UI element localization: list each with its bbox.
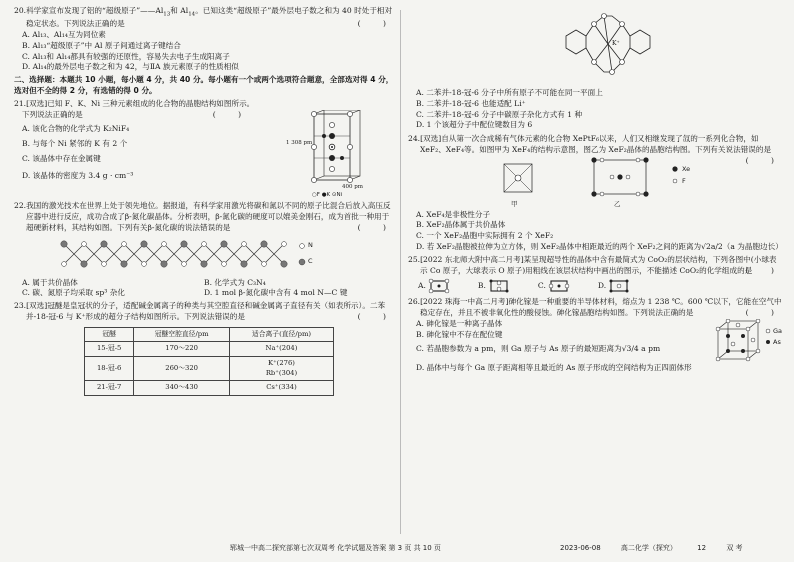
q21-option-a: A. 该化合物的化学式为 K₂NiF₄ xyxy=(22,124,130,134)
q22-legend-n: N xyxy=(308,240,313,249)
footer-subject: 高二化学（探究） xyxy=(620,544,677,552)
q22-structure-figure xyxy=(54,234,396,278)
q22-option-d: D. 1 mol β-氮化碳中含有 4 mol N—C 键 xyxy=(204,288,348,298)
q22-option-c: C. 碳、氮原子均采取 sp³ 杂化 xyxy=(22,288,125,298)
q26-answer-bracket: ( ) xyxy=(745,308,784,318)
question-22 xyxy=(14,201,396,299)
q25-option-b: B. xyxy=(478,278,510,294)
knif-unit-cell-diagram xyxy=(286,110,382,192)
q21-option-b: B. 与每个 Ni 紧邻的 K 有 2 个 xyxy=(22,139,128,149)
beta-carbon-nitride-diagram xyxy=(54,234,314,278)
q24-option-d: D. 若 XeF₂晶胞被拉伸为立方体，则 XeF₂晶体中相距最近的两个 XeF₂之间的距离为√2a/2（a 为晶胞边长） xyxy=(416,242,783,252)
table-cell: Cs⁺(334) xyxy=(229,381,333,396)
gaas-legend-markers xyxy=(764,327,772,349)
gaas-unit-cell-diagram xyxy=(714,319,762,363)
table-header-cell: 冠醚 xyxy=(85,327,134,342)
q23-supramolecule-figure xyxy=(408,6,784,88)
figure-yi-label: 乙 xyxy=(614,199,621,208)
table-header-cell: 冠醚空腔直径/pm xyxy=(134,327,230,342)
q26-option-a: A. 砷化镓是一种离子晶体 xyxy=(416,318,503,328)
table-header-cell: 适合离子(直径/pm) xyxy=(229,327,333,342)
q22-option-a: A. 属于共价晶体 xyxy=(22,277,78,287)
page-footer xyxy=(0,542,794,558)
table-row xyxy=(85,342,334,357)
table-cell: 170～220 xyxy=(134,342,230,357)
question-23 xyxy=(14,301,396,396)
q21-stem: 21.[双选]已知 F、K、Ni 三种元素组成的化合物的晶胞结构如图所示。 xyxy=(14,98,255,108)
footer-side: 双 考 xyxy=(726,544,743,552)
q20-option-a: A. Al₁₃、Al₁₄互为同位素 xyxy=(22,30,106,40)
coo2-layer-d-diagram xyxy=(608,278,630,294)
right-column xyxy=(408,6,784,536)
q20-option-b: B. Al₁₃“超级原子”中 Al 原子间通过离子键结合 xyxy=(22,40,181,50)
xef2-unit-cell-diagram xyxy=(588,156,658,200)
q21-legend: ○F ●K ⊙Ni xyxy=(312,191,343,198)
xef4-structure-diagram xyxy=(498,158,538,198)
q22-option-b: B. 化学式为 C₃N₄ xyxy=(204,277,266,287)
figure-jia-label: 甲 xyxy=(511,199,518,208)
q20-stem: 20.科学家宣布发现了铝的“超级原子$”——Al_{13}$和 $Al_{14}$。已知这类“超级原子”最外层电子数之和为 40 时处于相对稳定状态。下列说法正确的是 ( ) xyxy=(14,6,396,29)
q21-crystal-figure xyxy=(286,110,396,196)
q26-option-d: D. 晶体中与每个 Ga 原子距离相等且最近的 As 原子形成的空间结构为正四面体形 xyxy=(416,362,692,372)
crown-ether-table xyxy=(84,327,334,396)
q21-side-label: 400 pm xyxy=(342,183,363,190)
question-26 xyxy=(408,297,784,373)
question-20 xyxy=(14,6,396,73)
q24-option-c: C. 一个 XeF₂晶胞中实际拥有 2 个 XeF₂ xyxy=(416,231,554,241)
q26-stem: 26.[2022 珠海一中高二月考]砷化镓是一种重要的半导体材料，熔点为 1 238 ℃。600 ℃以下，它能在空气中稳定存在，并且不被非氧化性的酸侵蚀。砷化镓晶胞结构如图。下列说法正确的是 ( ) xyxy=(408,297,784,318)
table-header-row xyxy=(85,327,334,342)
question-24 xyxy=(408,134,784,253)
q23-stem: 23.[双选]冠醚是皇冠状的分子，适配碱金属离子的种类与其空腔直径和碱金属离子直径有关（如表所示）。二苯并-18-冠-6 与 K⁺形成的超分子结构如图所示。下列说法错误的是 ( ) xyxy=(14,301,396,322)
table-cell: 21-冠-7 xyxy=(85,381,134,396)
legend-xe: Xe xyxy=(682,164,691,173)
xef2-legend-markers xyxy=(670,164,680,194)
q26-option-b: B. 砷化镓中不存在配位键 xyxy=(416,329,503,339)
table-cell: 260～320 xyxy=(134,357,230,381)
coo2-layer-c-diagram xyxy=(548,278,570,294)
q24-stem: 24.[双选]自从第一次合成稀有气体元素的化合物 XePtF₆以来，人们又相继发现了氙的一系列化合物，如 XeF₂、XeF₄等。如图甲为 XeF₄的结构示意图，图乙为 XeF₂晶体的晶胞结构图。下列有关说法错误的是 ( ) xyxy=(408,134,784,165)
q23-option-a: A. 二苯并-18-冠-6 分子中所有原子不可能在同一平面上 xyxy=(416,88,603,97)
q24-option-a: A. XeF₄是非极性分子 xyxy=(416,209,491,219)
q23-option-c: C. 二苯并-18-冠-6 分子中碳原子杂化方式有 1 种 xyxy=(416,109,583,119)
q21-option-d: D. 该晶体的密度为 3.4 g · cm⁻³ xyxy=(22,170,134,180)
q25-answer-bracket: ( ) xyxy=(745,265,784,275)
q25-option-c: C. xyxy=(538,278,570,294)
question-25 xyxy=(408,255,784,295)
table-row xyxy=(85,381,334,396)
q24-option-b: B. XeF₂晶体属于共价晶体 xyxy=(416,220,506,230)
q24-figures xyxy=(408,156,784,210)
table-cell: 18-冠-6 xyxy=(85,357,134,381)
q23-option-b: B. 二苯并-18-冠-6 也能适配 Li⁺ xyxy=(416,98,526,108)
coo2-layer-b-diagram xyxy=(488,278,510,294)
legend-ga: Ga xyxy=(773,326,783,335)
q25-options-row xyxy=(408,278,784,294)
q22-stem: 22.我国的激光技术在世界上处于领先地位。据报道，有科学家用激光将碳和氮以不同的原子比混合后放入高压反应器中进行反应，成功合成了β-氮化碳晶体。分析表明，β-氮化碳的硬度可以媲美金刚石，成为首批一种用于超硬新材料，其结构如图。下列有关β-氮化碳的说法错误的是 ( ) xyxy=(14,201,396,232)
q25-option-d: D. xyxy=(598,278,630,294)
q26-option-c: C. 若晶胞参数为 a pm，则 Ga 原子与 As 原子的最短距离为√3/4 a pm xyxy=(416,343,661,353)
section-2-title: 二、选择题：本题共 10 小题，每小题 4 分，共 40 分。每小题有一个或两个选项符合题意，全部选对得 4 分，选对但不全的得 2 分，有选错的得 0 分。 xyxy=(14,75,394,95)
legend-as: As xyxy=(773,337,781,346)
q23-answer-bracket: ( ) xyxy=(357,312,396,322)
left-column xyxy=(14,6,396,536)
q21-option-c: C. 该晶体中存在金属键 xyxy=(22,153,101,163)
q20-option-d: D. Al₁₄的最外层电子数之和为 42，与ⅡA 族元素原子的性质相似 xyxy=(22,62,239,72)
footer-date: 2023-06-08 xyxy=(560,544,601,552)
q20-answer-bracket: ( ) xyxy=(357,19,396,29)
column-divider xyxy=(400,10,401,534)
table-cell: Na⁺(204) xyxy=(229,342,333,357)
q23-option-d: D. 1 个该超分子中配位键数目为 6 xyxy=(416,120,533,130)
q24-answer-bracket: ( ) xyxy=(745,155,784,165)
footer-number: 12 xyxy=(697,544,707,552)
q21-answer-bracket: ( ) xyxy=(212,109,252,119)
q25-stem: 25.[2022 东北师大附中高二月考]某呈现超导性的晶体中含有最简式为 CoO₂的层状结构，下列各图中(小球表示 Co 原子，大球表示 O 原子)用粗线在该层状结构中画出的图示，不能描述 CoO₂的化学组成的是 ( ) xyxy=(408,254,784,275)
table-cell: 340～430 xyxy=(134,381,230,396)
legend-f: F xyxy=(682,176,686,185)
q26-gaas-figure xyxy=(714,319,784,363)
q21-stem2: 下列说法正确的是 xyxy=(22,109,83,119)
q22-answer-bracket: ( ) xyxy=(357,222,396,232)
k-ion-label: K⁺ xyxy=(612,40,620,47)
dibenzo-18-crown-6-k-diagram xyxy=(548,6,668,88)
table-row xyxy=(85,357,334,381)
footer-source: 郓城一中高二探究部第七次双周考 化学试题及答案 第 3 页 共 10 页 xyxy=(230,544,441,552)
q22-legend-c: C xyxy=(308,256,313,265)
coo2-layer-a-diagram xyxy=(428,278,450,294)
table-cell: K⁺(276) Rb⁺(304) xyxy=(229,357,333,381)
question-21 xyxy=(14,99,396,196)
q21-height-label: 1 308 pm xyxy=(286,139,313,146)
q20-option-c: C. Al₁₃和 Al₁₄都具有较强的还原性，容易失去电子生成阳离子 xyxy=(22,51,230,61)
q25-option-a: A. xyxy=(418,278,450,294)
table-cell: 15-冠-5 xyxy=(85,342,134,357)
